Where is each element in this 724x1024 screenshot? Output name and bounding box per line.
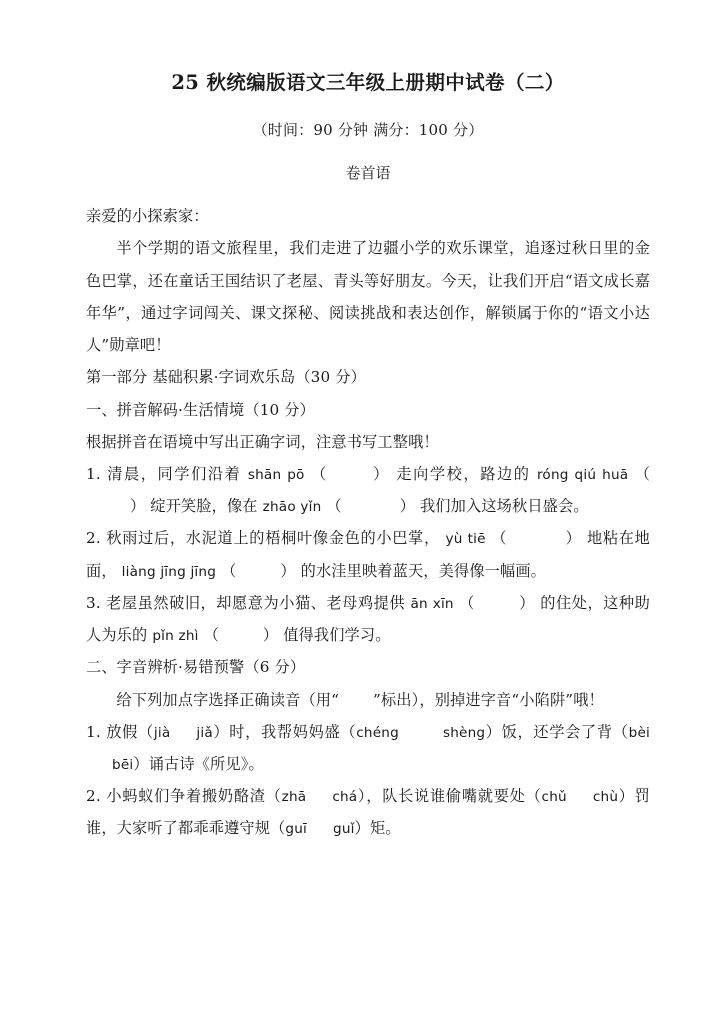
open-paren: （: [311, 465, 328, 483]
question-2-1: [86, 716, 650, 780]
question-text-segment: ）时，我帮妈妈盛（: [212, 722, 357, 741]
pinyin-hint: ān xīn: [410, 595, 454, 612]
question-1-1: [86, 458, 650, 522]
question-1-3: [86, 587, 650, 651]
pinyin-hint: shān pō: [247, 467, 305, 483]
close-paren: ）: [371, 465, 390, 483]
open-paren: （: [459, 593, 475, 612]
question-text-segment: ）诵古诗《所见》。: [133, 754, 264, 773]
open-paren: （: [203, 626, 219, 645]
section-one-heading: 一、拼音解码·生活情境（10 分）: [86, 400, 315, 419]
intro-paragraph: 半个学期的语文旅程里，我们走进了边疆小学的欢乐课堂，追逐过秋日里的金色巴掌，还在童话王国结识了老屋、青头等好朋友。今天，让我们开启“语文成长嘉年华”，通过字词闯关、课文探秘、阅读挑战和表达创作，解锁属于你的“语文小达人”勋章吧！: [86, 239, 650, 355]
section-two-heading: 二、字音辨析·易错预警（6 分）: [86, 658, 306, 677]
pinyin-hint: róng qiú huā: [536, 467, 629, 483]
part-one-heading: 第一部分 基础积累·字词欢乐岛（30 分）: [86, 368, 366, 387]
answer-blank[interactable]: [459, 594, 535, 612]
question-text-segment: 小蚂蚁们争着搬奶酪渣（: [106, 787, 282, 806]
question-text-segment: 绽开笑脸，像在: [150, 497, 258, 516]
close-paren: ）: [399, 497, 415, 516]
close-paren: ）: [565, 529, 582, 548]
greeting-line: 亲爱的小探索家：: [86, 207, 209, 226]
instruction-segment: ”标出），别掉进字音“小陷阱”哦！: [373, 690, 604, 709]
pinyin-option[interactable]: chéng: [356, 724, 399, 741]
question-text-segment: 清晨，同学们沿着: [107, 465, 242, 483]
pinyin-option[interactable]: guǐ: [333, 821, 355, 838]
answer-blank[interactable]: [311, 465, 390, 483]
answer-blank[interactable]: [326, 497, 415, 515]
question-text-segment: 的住处，这种助人为乐的: [86, 593, 650, 645]
question-number: 2.: [86, 529, 101, 548]
pinyin-option[interactable]: bèi: [628, 724, 650, 741]
question-text-segment: ）罚谁，大家听了都乖乖遵守规（: [86, 787, 651, 838]
pinyin-option[interactable]: jiǎ: [196, 724, 213, 741]
open-paren: （: [634, 465, 651, 483]
question-text-segment: 放假（: [106, 722, 154, 741]
page-title: 25 秋统编版语文三年级上册期中试卷（二）: [171, 71, 565, 94]
question-text-segment: ），队长说谁偷嘴就要处（: [357, 787, 542, 806]
pinyin-hint: yù tiē: [445, 531, 486, 548]
pinyin-option[interactable]: jià: [153, 724, 171, 741]
question-2-2: [86, 780, 650, 844]
open-paren: （: [326, 497, 342, 516]
question-number: 3.: [86, 593, 101, 612]
preface-label: 卷首语: [345, 163, 391, 182]
pinyin-option[interactable]: chù: [592, 789, 619, 806]
close-paren: ）: [262, 626, 279, 645]
pinyin-option[interactable]: zhā: [281, 789, 307, 806]
question-text-segment: 秋雨过后，水泥道上的梧桐叶像金色的小巴掌，: [106, 529, 440, 548]
question-number: 2.: [86, 787, 101, 806]
question-text-segment: 老屋虽然破旧，却愿意为小猫、老母鸡提供: [106, 593, 406, 612]
close-paren: ）: [518, 593, 535, 612]
question-text-segment: 的水洼里映着蓝天，美得像一幅画。: [300, 561, 547, 580]
pinyin-option[interactable]: shèng: [442, 724, 486, 741]
question-text-segment: ）矩。: [354, 819, 401, 838]
answer-blank[interactable]: [204, 626, 279, 644]
question-text-segment: 我们加入这场秋日盛会。: [419, 497, 589, 516]
pinyin-hint: liàng jīng jīng: [121, 563, 217, 580]
question-number: 1.: [86, 722, 101, 741]
question-text-segment: 走向学校，路边的: [396, 465, 531, 483]
open-paren: （: [221, 561, 237, 580]
section-two-instruction: [86, 684, 650, 716]
pinyin-option[interactable]: chǔ: [541, 789, 567, 806]
pinyin-option[interactable]: bēi: [112, 756, 134, 773]
question-text-segment: 值得我们学习。: [283, 626, 391, 645]
pinyin-option[interactable]: guī: [285, 821, 308, 838]
question-text-segment: ）饭，还学会了背（: [485, 722, 629, 741]
answer-blank[interactable]: [221, 562, 296, 580]
question-number: 1.: [86, 465, 101, 483]
open-paren: （: [491, 529, 508, 548]
question-1-2: [86, 522, 650, 586]
close-paren: ）: [280, 561, 296, 580]
section-one-instruction: 根据拼音在语境中写出正确字词，注意书写工整哦！: [86, 432, 439, 451]
pinyin-hint: pǐn zhì: [152, 628, 199, 645]
close-paren: ）: [130, 497, 146, 516]
instruction-segment: 给下列加点字选择正确读音（用“: [116, 690, 340, 709]
answer-blank[interactable]: [491, 529, 581, 547]
question-text-segment: 地粘在地面，: [86, 529, 650, 580]
exam-meta-subtitle: （时间：90 分钟 满分：100 分）: [252, 121, 484, 140]
pinyin-hint: zhāo yǐn: [262, 499, 322, 516]
pinyin-option[interactable]: chá: [332, 789, 358, 806]
